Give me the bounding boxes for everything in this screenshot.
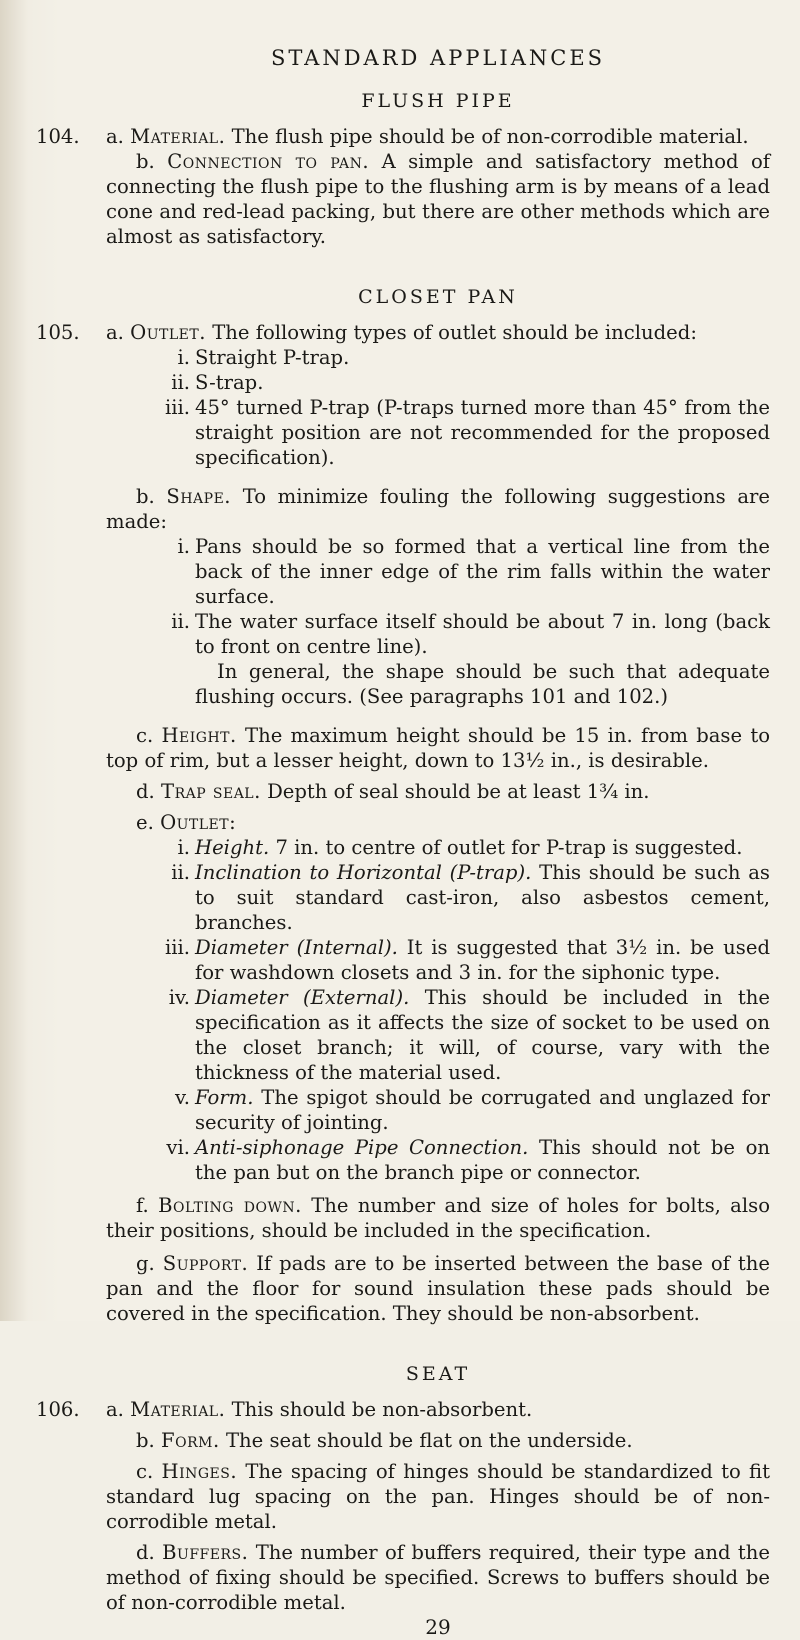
list-item <box>106 609 770 659</box>
run-in-heading: Hinges. <box>161 1460 238 1483</box>
run-in-heading: Material. <box>130 125 226 148</box>
list-item-text: It is suggested that 3½ in. be used for washdown closets and 3 in. for the siphonic type. <box>195 936 770 984</box>
list-item-text: The spigot should be corrugated and unglazed for security of jointing. <box>195 1086 770 1134</box>
item-letter: g. <box>136 1252 155 1275</box>
paragraph-text: This should be non-absorbent. <box>231 1398 533 1421</box>
run-in-heading: Support. <box>162 1252 249 1275</box>
paragraph-text: The spacing of hinges should be standardized to fit standard lug spacing on the pan. Hinges should be of non-corrodible metal. <box>106 1460 771 1533</box>
item-letter: b. <box>136 485 155 508</box>
running-head: STANDARD APPLIANCES <box>270 46 606 70</box>
section-title-seat: SEAT <box>405 1363 471 1385</box>
list-item <box>106 1135 770 1185</box>
page-number: 29 <box>425 1615 451 1639</box>
item-letter: a. <box>106 321 124 344</box>
paragraph-text: The number of buffers required, their type and the method of fixing should be specified. Screws to buffers should be of non-corrodible metal. <box>106 1541 770 1614</box>
list-item <box>106 985 770 1085</box>
roman-numeral: i. <box>177 836 190 859</box>
list-item <box>106 1085 770 1135</box>
roman-numeral: iv. <box>168 986 190 1009</box>
list-item <box>106 935 770 985</box>
item-letter: b. <box>136 150 155 173</box>
paragraph-105f <box>106 1193 770 1243</box>
paragraph-105d <box>106 779 770 804</box>
item-letter: d. <box>136 1541 155 1564</box>
item-heading: Diameter (Internal). <box>195 936 398 959</box>
run-in-heading: Height. <box>161 724 237 747</box>
run-in-heading: Connection to pan. <box>167 150 370 173</box>
list-item <box>106 395 770 470</box>
list-item-text: 45° turned P-trap (P-traps turned more than 45° from the straight position are not recommended for the proposed specification). <box>195 396 770 469</box>
list-item <box>106 370 770 395</box>
run-in-heading: Shape. <box>166 485 232 508</box>
paragraph-text: To minimize fouling the following suggestions are made: <box>106 485 771 533</box>
item-heading: Anti-siphonage Pipe Connection. <box>195 1136 529 1159</box>
roman-numeral: ii. <box>171 610 190 633</box>
paragraph-text: The maximum height should be 15 in. from base to top of rim, but a lesser height, down to 13½ in., is desirable. <box>106 724 770 772</box>
item-heading: Diameter (External). <box>195 986 410 1009</box>
paragraph-text: A simple and satisfactory method of connecting the flush pipe to the flushing arm is by means of a lead cone and red-lead packing, but there are other methods which are almost as satisfactory. <box>106 150 771 248</box>
list-item-text: Straight P-trap. <box>195 346 350 369</box>
section-title-flush-pipe: FLUSH PIPE <box>361 90 515 112</box>
paragraph-105g <box>106 1251 770 1326</box>
run-in-heading: Form. <box>161 1429 220 1452</box>
paragraph-text: If pads are to be inserted between the base of the pan and the floor for sound insulation these pads should be covered in the specification. They should be non-absorbent. <box>106 1252 770 1325</box>
list-item <box>106 835 770 860</box>
paragraph-104b <box>106 149 770 249</box>
item-letter: a. <box>106 125 124 148</box>
paragraph-text: Depth of seal should be at least 1¾ in. <box>267 780 650 803</box>
roman-numeral: v. <box>175 1086 190 1109</box>
item-letter: b. <box>136 1429 155 1452</box>
list-item-text: This should be included in the specification as it affects the size of socket to be used on the closet branch; it will, of course, vary with the thickness of the material used. <box>195 986 771 1084</box>
run-in-heading: Bolting down. <box>158 1194 302 1217</box>
list-item-text: Pans should be so formed that a vertical line from the back of the inner edge of the rim falls within the water surface. <box>195 535 770 608</box>
roman-numeral: iii. <box>164 936 190 959</box>
paragraph-105b <box>106 484 770 534</box>
paragraph-105c <box>106 723 770 773</box>
item-letter: a. <box>106 1398 124 1421</box>
list-item <box>106 345 770 370</box>
paragraph-106d <box>106 1540 770 1615</box>
item-letter: e. <box>136 811 154 834</box>
paragraph-105e <box>106 810 770 835</box>
list-item-text: This should not be on the pan but on the branch pipe or connector. <box>195 1136 770 1184</box>
roman-numeral: vi. <box>166 1136 190 1159</box>
item-letter: c. <box>136 1460 154 1483</box>
roman-numeral: i. <box>177 535 190 558</box>
roman-numeral: i. <box>177 346 190 369</box>
paragraph-104a <box>36 124 770 149</box>
shape-note: In general, the shape should be such that adequate flushing occurs. (See paragraphs 101 and 102.) <box>195 660 770 708</box>
roman-numeral: ii. <box>171 861 190 884</box>
section-title-closet-pan: CLOSET PAN <box>358 286 518 308</box>
list-item-text: The water surface itself should be about 7 in. long (back to front on centre line). <box>195 610 770 658</box>
list-item <box>106 534 770 609</box>
run-in-heading: Outlet: <box>160 811 237 834</box>
paragraph-number: 105. <box>36 321 80 344</box>
page-content <box>36 46 771 1640</box>
paragraph-text: The number and size of holes for bolts, also their positions, should be included in the specification. <box>106 1194 770 1242</box>
list-item <box>106 860 770 935</box>
paragraph-106c <box>106 1459 770 1534</box>
run-in-heading: Trap seal. <box>161 780 261 803</box>
item-letter: c. <box>136 724 154 747</box>
paragraph-text: The flush pipe should be of non-corrodible material. <box>231 125 749 148</box>
run-in-heading: Buffers. <box>162 1541 249 1564</box>
list-item-text: 7 in. to centre of outlet for P-trap is suggested. <box>275 836 743 859</box>
item-letter: d. <box>136 780 155 803</box>
paragraph-text: The seat should be flat on the underside. <box>225 1429 633 1452</box>
item-heading: Inclination to Horizontal (P-trap). <box>195 861 532 884</box>
list-item-text: This should be such as to suit standard cast-iron, also asbestos cement, branches. <box>195 861 770 934</box>
item-heading: Form. <box>195 1086 254 1109</box>
paragraph-number: 106. <box>36 1398 80 1421</box>
run-in-heading: Outlet. <box>130 321 206 344</box>
roman-numeral: iii. <box>164 396 190 419</box>
paragraph-105a <box>36 320 770 345</box>
paragraph-text: The following types of outlet should be included: <box>212 321 697 344</box>
paragraph-106a <box>36 1397 770 1422</box>
paragraph-106b <box>106 1428 770 1453</box>
list-item-text: S-trap. <box>195 371 264 394</box>
roman-numeral: ii. <box>171 371 190 394</box>
item-heading: Height. <box>195 836 270 859</box>
paragraph-number: 104. <box>36 125 80 148</box>
item-letter: f. <box>136 1194 149 1217</box>
run-in-heading: Material. <box>130 1398 226 1421</box>
